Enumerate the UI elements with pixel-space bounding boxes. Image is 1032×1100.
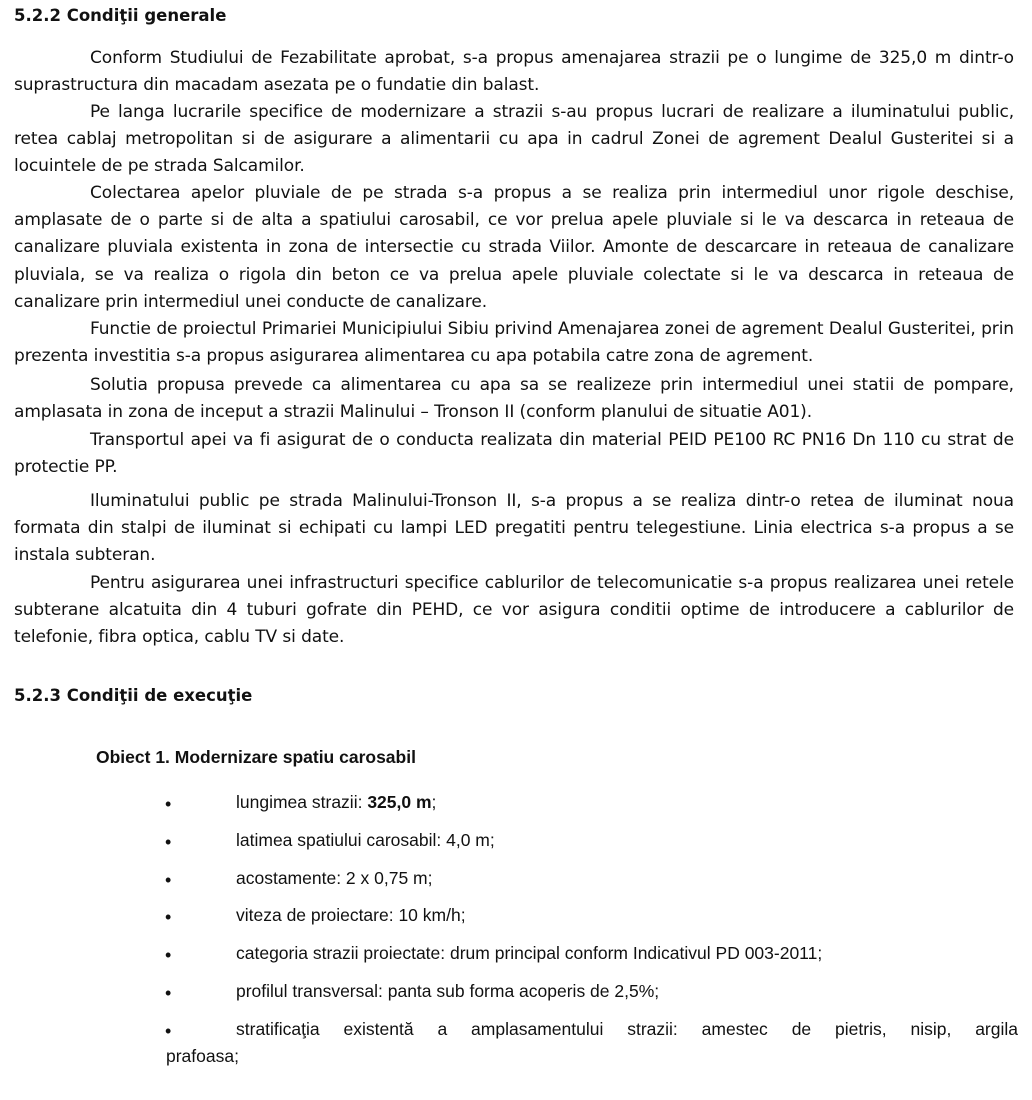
list-item-text: stratificaţia existentă a amplasamentului strazii: amestec de pietris, nisip, argila — [236, 1018, 1018, 1039]
paragraph-4: Functie de proiectul Primariei Municipiului Sibiu privind Amenajarea zonei de agrement Dealul Gusteritei, prin prezenta investitia s-a propus asigurarea alimentarea cu apa potabila catre zona de agrement. — [14, 319, 1014, 367]
list-item — [0, 979, 1032, 1017]
list-item — [0, 903, 1032, 941]
paragraph-5: Solutia propusa prevede ca alimentarea cu apa sa se realizeze prin intermediul unei statii de pompare, amplasata in zona de inceput a strazii Malinului – Tronson II (conform planului de situatie A01). — [14, 375, 1014, 423]
bullet-icon: • — [165, 869, 172, 890]
list-item-text: acostamente: 2 x 0,75 m; — [236, 867, 433, 888]
specification-list — [0, 790, 1032, 1055]
list-item — [0, 828, 1032, 866]
bullet-icon: • — [165, 907, 172, 928]
object-title: Obiect 1. Modernizare spatiu carosabil — [96, 747, 416, 767]
list-item-continuation: prafoasa; — [166, 1046, 239, 1066]
list-item-text: profilul transversal: panta sub forma acoperis de 2,5%; — [236, 980, 660, 1001]
paragraph-7: Iluminatului public pe strada Malinului-Tronson II, s-a propus a se realiza dintr-o retea de iluminat noua formata din stalpi de iluminat si echipati cu lampi LED pregatiti pentru telegestiune. Linia electrica s-a propus a se instala subteran. — [14, 491, 1014, 566]
list-item-text: viteza de proiectare: 10 km/h; — [236, 905, 466, 926]
bullet-icon: • — [165, 982, 172, 1003]
paragraph-2: Pe langa lucrarile specifice de modernizare a strazii s-au propus lucrari de realizare a iluminatului public, retea cablaj metropolitan si de asigurare a alimentarii cu apa in cadrul Zonei de agrement Dealul Gusteritei si a locuintele de pe strada Salcamilor. — [14, 102, 1014, 177]
list-item — [0, 866, 1032, 904]
list-item — [0, 941, 1032, 979]
bullet-icon: • — [165, 794, 172, 814]
paragraph-1: Conform Studiului de Fezabilitate aprobat, s-a propus amenajarea strazii pe o lungime de 325,0 m dintr-o suprastructura din macadam asezata pe o fundatie din balast. — [14, 48, 1014, 96]
item-label: lungimea strazii: — [236, 792, 368, 812]
section-heading-5-2-3: 5.2.3 Condiţii de execuţie — [14, 686, 253, 705]
list-item-text: categoria strazii proiectate: drum principal conform Indicativul PD 003-2011; — [236, 943, 823, 964]
paragraph-6: Transportul apei va fi asigurat de o conducta realizata din material PEID PE100 RC PN16 Dn 110 cu strat de protectie PP. — [14, 430, 1014, 478]
item-suffix: ; — [431, 792, 437, 812]
list-item — [0, 790, 1032, 828]
bullet-icon: • — [165, 1020, 172, 1041]
paragraph-3: Colectarea apelor pluviale de pe strada s-a propus a se realiza prin intermediul unor rigole deschise, amplasate de o parte si de alta a spatiului carosabil, ce vor prelua apele pluviale si le va descarca in reteaua de canalizare pluviala existenta in zona de intersectie cu strada Viilor. Amonte de descarcare in reteaua de canalizare pluviala, se va realiza o rigola din beton ce va prelua apele pluviale colectate si le va descarca in reteaua de canalizare prin intermediul unei conducte de canalizare. — [14, 183, 1014, 312]
item-value-bold: 325,0 m — [367, 792, 432, 812]
section-heading-5-2-2: 5.2.2 Condiţii generale — [14, 6, 227, 25]
list-item-text — [236, 790, 1018, 814]
paragraph-8: Pentru asigurarea unei infrastructuri specifice cablurilor de telecomunicatie s-a propus realizarea unei retele subterane alcatuita din 4 tuburi gofrate din PEHD, ce vor asigura conditii optime de introducere a cablurilor de telefonie, fibra optica, cablu TV si date. — [14, 573, 1014, 648]
bullet-icon: • — [165, 831, 172, 852]
list-item-text: latimea spatiului carosabil: 4,0 m; — [236, 829, 495, 850]
list-item — [0, 1017, 1032, 1055]
bullet-icon: • — [165, 945, 172, 966]
